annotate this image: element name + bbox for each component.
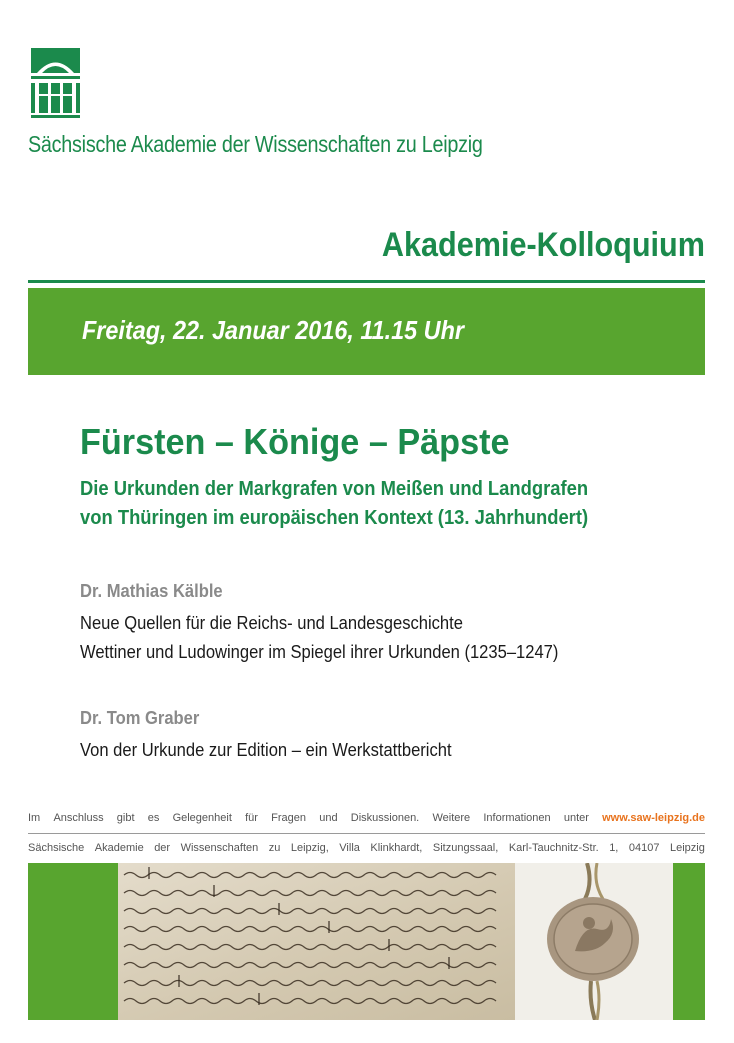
info-word: Weitere <box>432 812 471 824</box>
seal-image <box>515 863 673 1020</box>
date-banner <box>28 288 705 375</box>
info-word: Gelegenheit <box>172 812 232 824</box>
info-word: es <box>147 812 160 824</box>
info-word: Im <box>28 812 41 824</box>
address-word: der <box>154 842 171 854</box>
address-word: Leipzig, <box>290 842 329 854</box>
address-word: Wissenschaften <box>180 842 259 854</box>
info-word: für <box>245 812 258 824</box>
website-link[interactable]: www.saw-leipzig.de <box>602 812 705 824</box>
talk-title-line: Neue Quellen für die Reichs- und Landesgeschichte <box>80 613 463 633</box>
address-word: Sitzungssaal, <box>432 842 499 854</box>
info-line <box>28 812 705 824</box>
talk-title <box>80 609 558 667</box>
divider <box>28 833 705 834</box>
event-subtitle <box>80 475 588 533</box>
manuscript-script-icon <box>118 863 515 1020</box>
address-word: Leipzig <box>669 842 705 854</box>
talk-title-line: Von der Urkunde zur Edition – ein Werkstattbericht <box>80 740 452 760</box>
event-title: Fürsten – Könige – Päpste <box>80 421 510 462</box>
talk-title-line: Wettiner und Ludowinger im Spiegel ihrer Urkunden (1235–1247) <box>80 642 559 662</box>
address-word: Sächsische <box>28 842 85 854</box>
info-word: gibt <box>116 812 135 824</box>
info-word: Diskussionen. <box>350 812 420 824</box>
address-word: Klinkhardt, <box>370 842 423 854</box>
talk-title <box>80 736 452 765</box>
info-word: und <box>319 812 338 824</box>
info-word: unter <box>563 812 589 824</box>
address-word: Villa <box>339 842 360 854</box>
academy-name: Sächsische Akademie der Wissenschaften zu Leipzig <box>28 131 483 157</box>
address-word: 04107 <box>628 842 660 854</box>
info-word: Fragen <box>271 812 306 824</box>
address-word: Karl-Tauchnitz-Str. <box>508 842 599 854</box>
divider <box>28 280 705 283</box>
info-word: Informationen <box>483 812 551 824</box>
series-title: Akademie-Kolloquium <box>381 226 705 264</box>
address-word: zu <box>268 842 281 854</box>
venue-address <box>28 842 705 854</box>
address-word: Akademie <box>94 842 144 854</box>
speaker-name: Dr. Tom Graber <box>80 708 200 728</box>
subtitle-line: von Thüringen im europäischen Kontext (13. Jahrhundert) <box>80 507 589 529</box>
speaker-name: Dr. Mathias Kälble <box>80 581 223 601</box>
manuscript-image <box>118 863 515 1020</box>
address-word: 1, <box>609 842 619 854</box>
event-date: Freitag, 22. Januar 2016, 11.15 Uhr <box>82 315 464 345</box>
info-word: Anschluss <box>53 812 104 824</box>
wax-seal-icon <box>515 863 673 1020</box>
subtitle-line: Die Urkunden der Markgrafen von Meißen und Landgrafen <box>80 478 589 500</box>
academy-logo-icon <box>28 46 83 119</box>
